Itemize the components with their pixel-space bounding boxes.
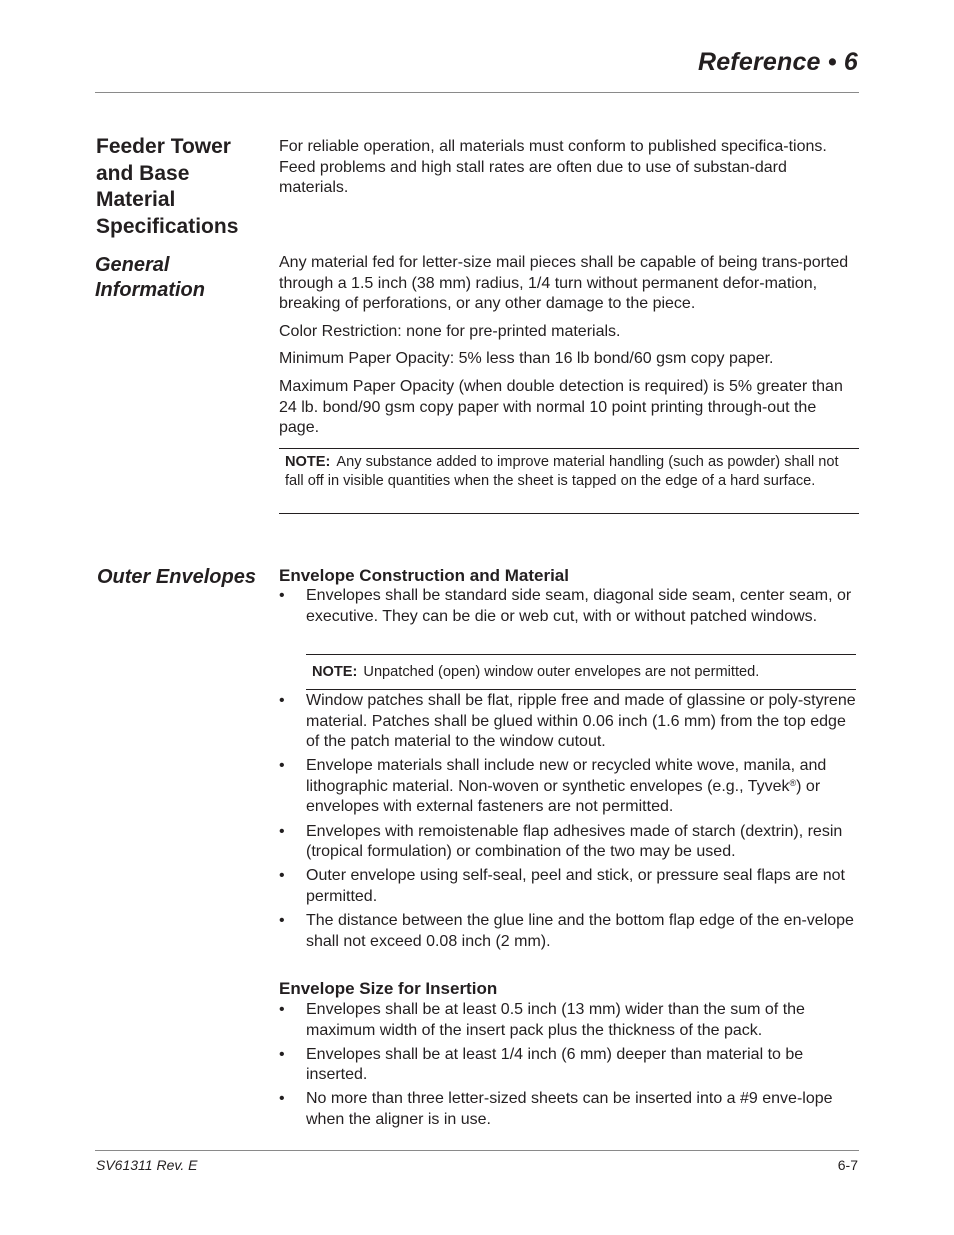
list-item: [279, 911, 857, 952]
section-title: Feeder Tower and Base Material Specifications: [96, 135, 239, 238]
bullet-glyph: •: [279, 757, 285, 775]
list-item: [279, 1000, 857, 1041]
note-label: NOTE:: [285, 454, 331, 470]
list-item-text: No more than three letter-sized sheets can be inserted into a #9 enve-lope when the aligner is in use.: [306, 1090, 833, 1128]
bullet-glyph: •: [279, 1045, 285, 1063]
bullet-glyph: •: [279, 822, 285, 840]
size-list: [279, 1000, 857, 1134]
list-item-text: The distance between the glue line and the bottom flap edge of the en-velope shall not exceed 0.08 inch (2 mm).: [306, 911, 854, 950]
note-text: Any substance added to improve material handling (such as powder) shall not fall off in visible quantities when the sheet is tapped on the edge of a hard surface.: [285, 454, 839, 490]
bullet-glyph: •: [279, 1090, 285, 1108]
list-item: [279, 1045, 857, 1086]
list-item-text-tail: ) or envelopes with external fasteners are not permitted.: [306, 777, 821, 816]
page-header-title: Reference • 6: [697, 48, 858, 76]
construction-first-item: [279, 586, 857, 631]
header-rule: [95, 92, 859, 93]
footer-doc-id: SV61311 Rev. E: [96, 1157, 198, 1173]
bullet-glyph: •: [279, 692, 285, 709]
list-item: [279, 1089, 857, 1130]
list-item-text: Envelope materials shall include new or recycled white wove, manila, and lithographic material. Non-woven or synthetic envelopes (e.g., Tyvek: [306, 757, 827, 795]
bullet-glyph: •: [279, 867, 285, 885]
list-item-text: Envelopes with remoistenable flap adhesives made of starch (dextrin), resin (tropical formulation) or combination of the two may be used.: [306, 822, 843, 861]
color-restriction-paragraph: Color Restriction: none for pre-printed materials.: [279, 322, 621, 340]
construction-subheading: Envelope Construction and Material: [279, 566, 569, 585]
list-item: [279, 756, 857, 818]
intro-paragraph: For reliable operation, all materials must conform to published specifica-tions. Feed problems and high stall rates are often due to use of substan-dard materials.: [279, 138, 827, 197]
maximum-opacity-paragraph: Maximum Paper Opacity (when double detection is required) is 5% greater than 24 lb. bond/90 gsm copy paper with normal 10 point printing through-out the page.: [279, 377, 843, 437]
bullet-glyph: •: [279, 911, 285, 929]
list-item: [279, 691, 857, 753]
general-information-body: [279, 253, 857, 439]
minimum-opacity-paragraph: Minimum Paper Opacity: 5% less than 16 lb bond/60 gsm copy paper.: [279, 350, 774, 368]
size-subheading: Envelope Size for Insertion: [279, 979, 498, 998]
general-information-heading: General Information: [95, 254, 205, 301]
footer-rule: [95, 1150, 859, 1151]
footer-page-number: 6-7: [837, 1157, 858, 1173]
window-note: [306, 654, 856, 690]
handling-note: [279, 448, 859, 514]
registered-mark: ®: [789, 777, 797, 788]
list-item-text: Envelopes shall be at least 0.5 inch (13 mm) wider than the sum of the maximum width of the insert pack plus the thickness of the pack.: [306, 1001, 805, 1039]
list-item-text: Outer envelope using self-seal, peel and stick, or pressure seal flaps are not permitted.: [306, 867, 845, 905]
construction-list: [279, 691, 857, 956]
list-item: [279, 866, 857, 907]
list-item: [279, 586, 857, 627]
bullet-glyph: •: [279, 587, 285, 604]
list-item: [279, 822, 857, 863]
bullet-glyph: •: [279, 1001, 285, 1018]
note-text: Unpatched (open) window outer envelopes are not permitted.: [363, 664, 760, 680]
note-label: NOTE:: [312, 664, 358, 680]
general-paragraph: Any material fed for letter-size mail pieces shall be capable of being trans-ported through a 1.5 inch (38 mm) radius, 1/4 turn without permanent defor-mation, breaking of perforations, or any other damage to the piece.: [279, 254, 849, 313]
list-item-text: Envelopes shall be standard side seam, diagonal side seam, center seam, or executive. They can be die or web cut, with or without patched windows.: [306, 587, 852, 625]
list-item-text: Envelopes shall be at least 1/4 inch (6 mm) deeper than material to be inserted.: [306, 1045, 804, 1084]
outer-envelopes-heading: Outer Envelopes: [97, 566, 256, 588]
list-item-text: Window patches shall be flat, ripple free and made of glassine or poly-styrene material. Patches shall be glued within 0.06 inch (1.6 mm) from the top edge of the patch material to the window cutout.: [306, 692, 856, 751]
